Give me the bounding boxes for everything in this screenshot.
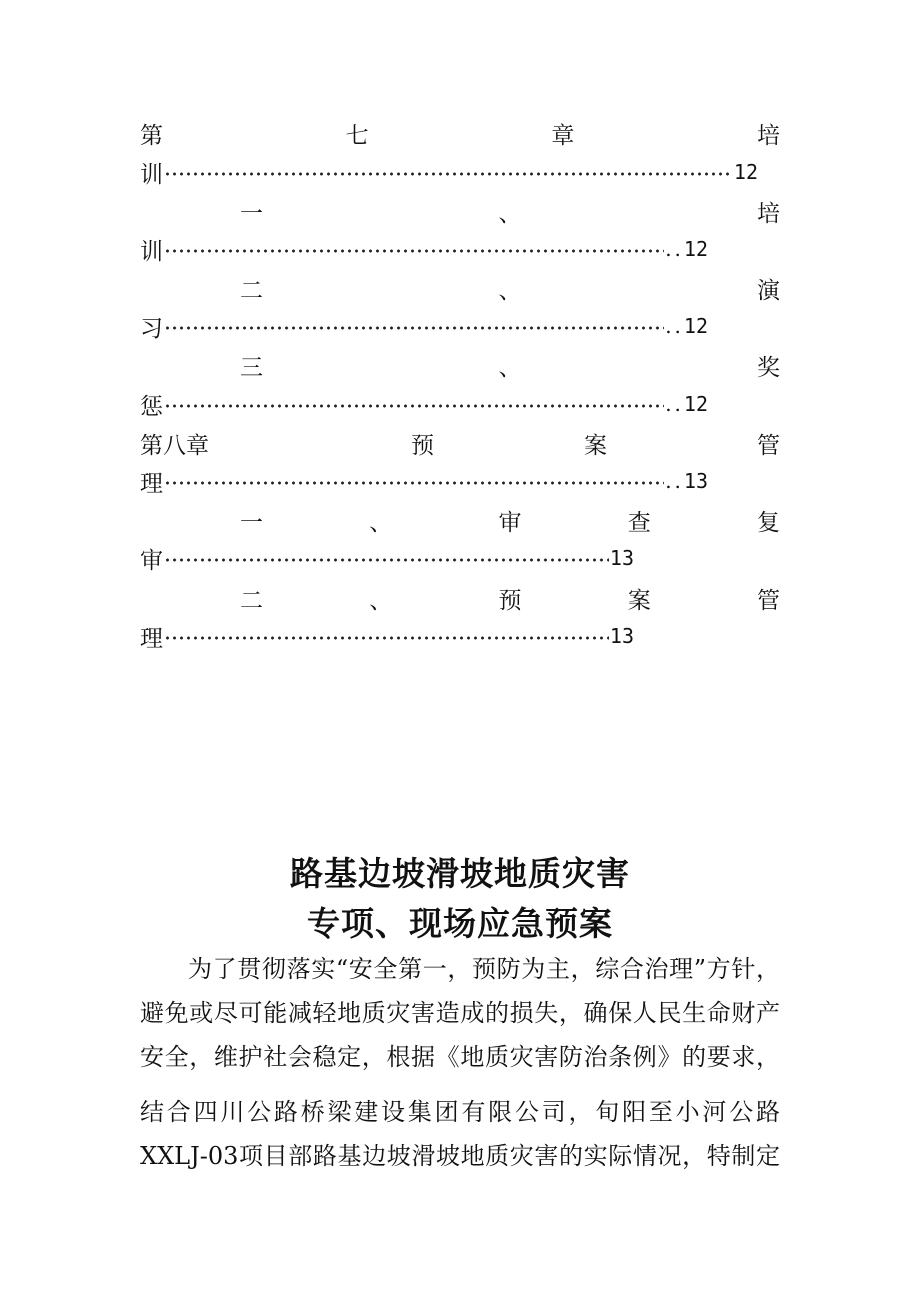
toc-leader-row[interactable]: [140, 621, 634, 651]
toc-heading-row: [140, 118, 780, 148]
body-text-line: XXLJ-03项目部路基边坡滑坡地质灾害的实际情况，特制定: [140, 1142, 780, 1170]
document-title-line1: 路基边坡滑坡地质灾害: [290, 854, 630, 893]
toc-heading-row: [240, 350, 780, 380]
toc-char: 二: [240, 277, 263, 304]
toc-char: 、: [498, 354, 522, 381]
toc-char: 、: [498, 277, 522, 304]
toc-leader-row[interactable]: [140, 234, 708, 264]
toc-char: 、: [369, 509, 393, 536]
toc-page-number: 12: [683, 237, 708, 261]
toc-dot-leader: [164, 558, 609, 562]
document-title-line2: 专项、现场应急预案: [307, 904, 613, 943]
toc-char: 演: [757, 277, 780, 304]
toc-tail-char: 理: [140, 625, 163, 652]
toc-char: 案: [627, 587, 651, 614]
body-text-line: 结合四川公路桥梁建设集团有限公司，旬阳至小河公路: [140, 1098, 780, 1126]
toc-page-number: 13: [683, 469, 708, 493]
toc-page-number: 12: [683, 392, 708, 416]
toc-char: 三: [240, 354, 263, 381]
body-text-line: 安全，维护社会稳定，根据《地质灾害防治条例》的要求，: [140, 1043, 780, 1071]
toc-char: 培: [756, 122, 780, 149]
toc-char: 一: [240, 200, 263, 227]
toc-tail-char: 习: [140, 315, 163, 342]
toc-leader-row[interactable]: [140, 311, 708, 341]
toc-char: 、: [498, 200, 522, 227]
toc-char: 章: [551, 122, 575, 149]
toc-tail-char: 训: [140, 238, 163, 265]
toc-char: 管: [757, 587, 780, 614]
toc-char: 管: [757, 432, 780, 459]
toc-tail-char: 理: [140, 470, 163, 497]
toc-dot-leader: [164, 326, 664, 330]
toc-char: 、: [369, 587, 393, 614]
toc-tail-char: 惩: [140, 393, 163, 420]
toc-char: 审: [498, 509, 522, 536]
toc-char: 七: [345, 122, 369, 149]
toc-heading-row: [240, 505, 780, 535]
toc-leader-row[interactable]: [140, 157, 758, 187]
toc-leader-row[interactable]: [140, 543, 634, 573]
toc-char: 预: [498, 587, 522, 614]
toc-tail-char: 训: [140, 161, 163, 188]
toc-char: 预: [411, 432, 434, 459]
toc-char: 第: [140, 432, 163, 459]
toc-char: 第: [140, 122, 163, 149]
toc-heading-row: [240, 273, 780, 303]
toc-page-number: 13: [609, 624, 634, 648]
body-text-line: 为了贯彻落实“安全第一，预防为主，综合治理”方针，: [188, 955, 780, 983]
toc-char: 二: [240, 587, 263, 614]
toc-char: 案: [584, 432, 607, 459]
toc-dot-leader: [164, 249, 664, 253]
toc-heading-row: [240, 583, 780, 613]
toc-tail-char: 审: [140, 547, 163, 574]
toc-char: 八: [163, 432, 186, 459]
body-text-line: 避免或尽可能减轻地质灾害造成的损失，确保人民生命财产: [140, 999, 780, 1027]
toc-page-number: 12: [733, 160, 758, 184]
toc-char: 复: [757, 509, 780, 536]
toc-heading-row: [240, 196, 780, 226]
toc-char: 培: [757, 200, 780, 227]
toc-char: 奖: [757, 354, 780, 381]
toc-dots-prefix: ..: [665, 314, 684, 338]
toc-char: 章: [186, 432, 209, 459]
toc-leader-row[interactable]: [140, 466, 708, 496]
toc-leader-row[interactable]: [140, 389, 708, 419]
toc-heading-row: [140, 428, 780, 458]
toc-dots-prefix: ..: [665, 237, 684, 261]
toc-page-number: 12: [683, 314, 708, 338]
toc-dots-prefix: ..: [665, 392, 684, 416]
toc-char: 一: [240, 509, 263, 536]
toc-char: 查: [627, 509, 651, 536]
toc-dot-leader: [164, 636, 609, 640]
toc-dot-leader: [164, 404, 664, 408]
toc-page-number: 13: [609, 546, 634, 570]
toc-dots-prefix: ..: [665, 469, 684, 493]
toc-dot-leader: [164, 481, 664, 485]
toc-dot-leader: [164, 172, 733, 176]
